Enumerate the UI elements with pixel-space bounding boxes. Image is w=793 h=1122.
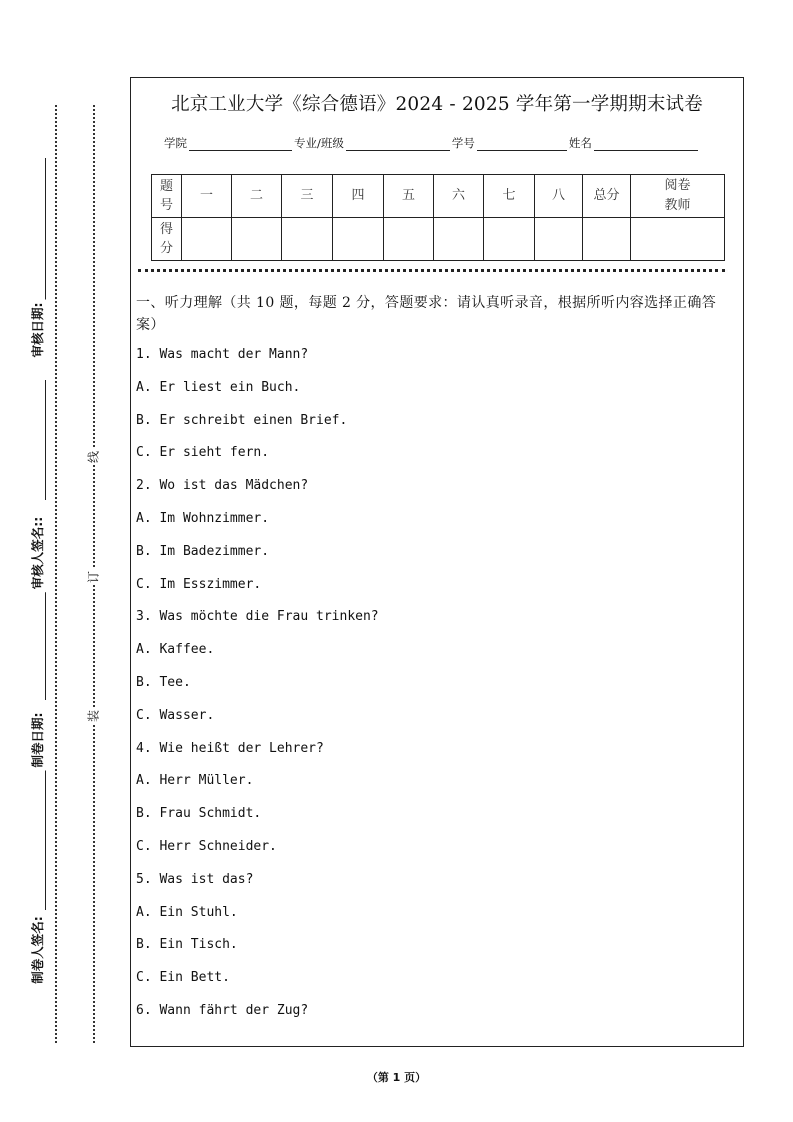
answer-option: C. Er sieht fern. [136,445,270,461]
question-text: 3. Was möchte die Frau trinken? [136,609,379,625]
review-date-blank [45,158,46,318]
answer-option: C. Herr Schneider. [136,839,277,854]
question-text: 5. Was ist das? [136,871,254,887]
question-text: 4. Wie heißt der Lehrer? [136,740,324,756]
score-cell-1[interactable] [182,218,232,261]
answer-option: B. Tee. [136,675,191,690]
score-table-score-label: 得分 [152,218,182,261]
answer-option: C. Wasser. [136,707,215,723]
section-heading-listening: 一、听力理解（共 10 题，每题 2 分，答题要求：请认真听录音，根据所听内容选择正确答案） [136,295,717,333]
answer-option: C. Ein Bett. [136,970,230,986]
answer-option: A. Kaffee. [136,642,215,658]
field-label-name: 姓名 [568,136,592,150]
major-class-blank[interactable] [346,136,450,151]
score-cell-2[interactable] [232,218,282,261]
question-text: 6. Wann fährt der Zug? [136,1003,309,1018]
answer-option: B. Ein Tisch. [136,937,238,953]
answer-option: B. Frau Schmidt. [136,806,262,822]
score-cell-total[interactable] [583,218,631,261]
college-blank[interactable] [189,136,292,151]
student-id-blank[interactable] [477,136,567,151]
score-cell-5[interactable] [384,218,434,261]
exam-frame [130,77,744,1047]
question-text: 2. Wo ist das Mädchen? [136,478,309,494]
answer-option: A. Ein Stuhl. [136,904,238,920]
header-separator [138,269,725,272]
field-label-major-class: 专业/班级 [294,136,344,150]
score-col-grader: 阅卷教师 [631,175,725,218]
score-cell-6[interactable] [434,218,484,261]
score-col-2: 二 [232,175,282,218]
producer-date-blank [45,590,46,700]
answer-option: A. Im Wohnzimmer. [136,511,270,526]
reviewer-signature-blank [45,380,46,500]
score-table [151,174,725,261]
answer-option: B. Im Badezimmer. [136,543,270,559]
answer-option: C. Im Esszimmer. [136,576,262,592]
score-cell-4[interactable] [333,218,384,261]
binding-dotted-line-outer [55,105,57,1043]
score-table-header-label: 题号 [152,175,182,218]
score-col-total: 总分 [583,175,631,218]
exam-title: 北京工业大学《综合德语》2024 - 2025 学年第一学期期末试卷 [171,94,703,115]
score-col-4: 四 [333,175,384,218]
score-col-8: 八 [535,175,583,218]
score-cell-7[interactable] [484,218,535,261]
score-col-6: 六 [434,175,484,218]
score-col-3: 三 [282,175,333,218]
score-col-1: 一 [182,175,232,218]
field-label-college: 学院 [164,136,187,150]
answer-option: A. Er liest ein Buch. [136,379,301,395]
score-cell-8[interactable] [535,218,583,261]
score-col-7: 七 [484,175,535,218]
score-col-5: 五 [384,175,434,218]
question-text: 1. Was macht der Mann? [136,347,309,362]
answer-option: B. Er schreibt einen Brief. [136,412,348,428]
answer-option: A. Herr Müller. [136,773,254,789]
score-cell-3[interactable] [282,218,333,261]
name-blank[interactable] [594,136,698,151]
producer-signature-blank [45,770,46,910]
student-info-row [164,133,700,151]
field-label-student-id: 学号 [451,136,475,150]
page-number: （第 1 页） [366,1071,427,1084]
score-cell-grader[interactable] [631,218,725,261]
